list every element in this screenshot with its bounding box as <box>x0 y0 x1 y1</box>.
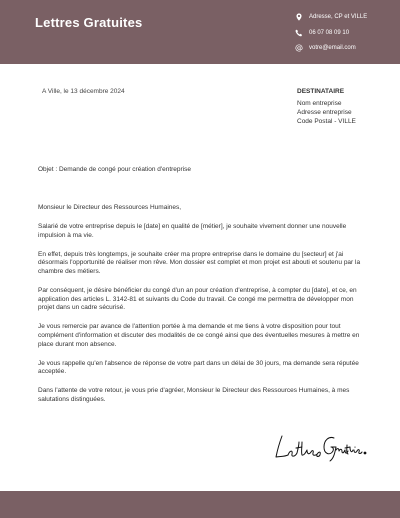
brand-title: Lettres Gratuites <box>35 15 143 30</box>
contact-email <box>294 43 356 52</box>
recipient-title: DESTINATAIRE <box>297 88 345 95</box>
address-text: Adresse, CP et VILLE <box>309 13 368 20</box>
letter-subject: Objet : Demande de congé pour création d'entreprise <box>38 166 192 173</box>
body-paragraph: En effet, depuis très longtemps, je souhaite créer ma propre entreprise dans le domaine du [secteur] et j'ai désormais l'opportunité de réaliser mon rêve. Mon dossier est complet et mon projet est abouti et soutenu par la chambre des métiers. <box>38 250 361 275</box>
contact-address <box>294 12 367 21</box>
letter-date: A Ville, le 13 décembre 2024 <box>42 88 125 95</box>
letter-body <box>38 204 364 415</box>
body-paragraph: Par conséquent, je désire bénéficier du congé d'un an pour création d'entreprise, à compter du [date], et ce, en application des articles L. 3142-81 et suivants du Code du travail. Ce congé me permettra de développer mon projet dans un cadre sécurisé. <box>38 287 357 312</box>
contact-phone <box>294 28 349 37</box>
header-bar <box>0 0 400 64</box>
footer-bar <box>0 491 400 518</box>
closing-paragraph: Dans l'attente de votre retour, je vous prie d'agréer, Monsieur le Directeur des Ressources Humaines, à mes salutations distinguées. <box>38 387 350 403</box>
body-paragraph: Je vous rappelle qu'en l'absence de réponse de votre part dans un délai de 30 jours, ma demande sera réputée acceptée. <box>38 359 359 376</box>
body-paragraph: Salarié de votre entreprise depuis le [date] en qualité de [métier], je souhaite vivement donner une nouvelle impulsion à ma vie. <box>38 223 347 239</box>
salutation: Monsieur le Directeur des Ressources Humaines, <box>38 204 182 211</box>
email-text: votre@email.com <box>309 44 356 51</box>
phone-icon <box>294 28 303 37</box>
location-pin-icon <box>294 12 303 21</box>
body-paragraph: Je vous remercie par avance de l'attention portée à ma demande et me tiens à votre disposition pour tout complément d'information et discuter des modalités de ce congé ainsi que des éventuelles mesures à mettre en place durant mon absence. <box>38 323 360 348</box>
recipient-line: Code Postal - VILLE <box>297 118 356 125</box>
recipient-block <box>297 87 356 126</box>
recipient-line: Adresse entreprise <box>297 109 352 116</box>
at-icon <box>294 43 303 52</box>
handwritten-signature <box>272 430 368 469</box>
recipient-line: Nom entreprise <box>297 100 342 107</box>
phone-text: 06 07 08 09 10 <box>309 29 350 36</box>
